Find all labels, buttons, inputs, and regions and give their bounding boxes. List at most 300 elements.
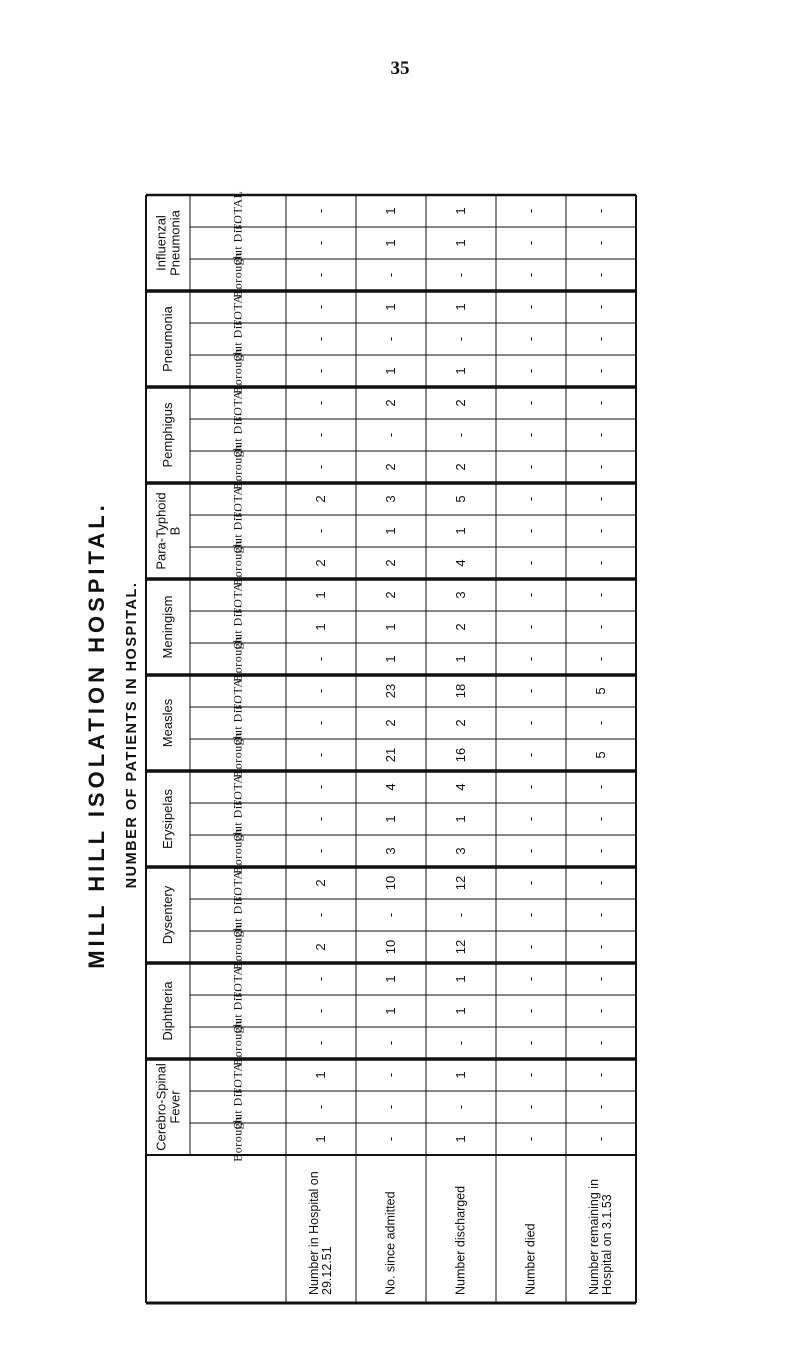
value-cell: 1 [453, 815, 469, 823]
value-cell: 1 [313, 1071, 329, 1079]
value-cell-cell [496, 259, 566, 291]
disease-name: Dysentery [160, 885, 176, 945]
value-cell-cell [496, 867, 566, 899]
value-cell-cell [496, 995, 566, 1027]
value-cell: - [313, 400, 329, 406]
value-cell-cell [356, 419, 426, 451]
value-cell-cell [356, 675, 426, 707]
value-cell: - [313, 848, 329, 854]
value-cell-cell [566, 643, 636, 675]
value-cell: - [523, 400, 539, 406]
value-cell-cell [426, 419, 496, 451]
row-label: Borough [230, 1020, 245, 1066]
value-cell: - [593, 1104, 609, 1110]
value-cell-cell [496, 707, 566, 739]
value-cell-cell [426, 1059, 496, 1091]
value-cell: 1 [313, 623, 329, 631]
value-cell-cell [426, 963, 496, 995]
value-cell-cell [286, 195, 356, 227]
value-cell: 3 [453, 847, 469, 855]
disease-name: Cerebro-Spinal Fever [153, 1063, 182, 1151]
disease-name: Diphtheria [160, 981, 176, 1041]
column-header: Number remaining in Hospital on 3.1.53 [586, 1178, 614, 1295]
value-cell-cell [286, 675, 356, 707]
value-cell: 1 [383, 815, 399, 823]
value-cell: 1 [453, 1135, 469, 1143]
value-cell: - [313, 656, 329, 662]
value-cell-cell [286, 547, 356, 579]
value-cell-cell [566, 387, 636, 419]
value-cell: - [523, 432, 539, 438]
value-cell: - [523, 336, 539, 342]
value-cell: 18 [453, 683, 469, 699]
value-cell-cell [286, 355, 356, 387]
value-cell: - [593, 560, 609, 566]
value-cell: - [523, 752, 539, 758]
value-cell: 1 [453, 1071, 469, 1079]
value-cell-cell [566, 259, 636, 291]
value-cell: 23 [383, 683, 399, 699]
value-cell-cell [566, 483, 636, 515]
value-cell: 5 [593, 687, 609, 695]
value-cell: 2 [313, 943, 329, 951]
value-cell: - [523, 1104, 539, 1110]
column-header-cell [566, 1155, 636, 1303]
value-cell: 2 [383, 591, 399, 599]
row-label: TOTAL [230, 190, 245, 232]
value-cell-cell [496, 323, 566, 355]
value-cell: 4 [453, 783, 469, 791]
value-cell-cell [356, 643, 426, 675]
value-cell-cell [286, 867, 356, 899]
value-cell: - [313, 720, 329, 726]
value-cell: - [593, 1072, 609, 1078]
value-cell-cell [356, 387, 426, 419]
value-cell: 10 [383, 939, 399, 955]
value-cell-cell [426, 387, 496, 419]
column-header: Number died [523, 1223, 538, 1295]
value-cell-cell [426, 1027, 496, 1059]
value-cell-cell [426, 291, 496, 323]
value-cell: 2 [313, 879, 329, 887]
value-cell-cell [426, 259, 496, 291]
value-cell: - [593, 336, 609, 342]
value-cell-cell [356, 771, 426, 803]
value-cell-cell [356, 547, 426, 579]
value-cell: - [593, 1136, 609, 1142]
value-cell: 1 [313, 1135, 329, 1143]
value-cell-cell [286, 419, 356, 451]
value-cell-cell [566, 355, 636, 387]
patients-table [146, 190, 636, 1295]
value-cell-cell [566, 195, 636, 227]
value-cell: - [313, 464, 329, 470]
value-cell-cell [356, 451, 426, 483]
value-cell-cell [286, 995, 356, 1027]
value-cell: - [313, 1008, 329, 1014]
value-cell: - [523, 1008, 539, 1014]
value-cell-cell [566, 1123, 636, 1155]
row-label: TOTAL [230, 478, 245, 520]
value-cell: - [453, 432, 469, 438]
row-label: Borough [230, 540, 245, 586]
row-label: Out Dis. [230, 508, 245, 554]
value-cell-cell [356, 931, 426, 963]
value-cell-cell [496, 803, 566, 835]
value-cell: - [523, 240, 539, 246]
row-label: Borough [230, 1116, 245, 1162]
value-cell-cell [426, 707, 496, 739]
value-cell: - [593, 976, 609, 982]
disease-name-cell [146, 483, 190, 579]
value-cell: - [593, 304, 609, 310]
value-cell: - [453, 336, 469, 342]
value-cell: 1 [453, 239, 469, 247]
value-cell: - [593, 816, 609, 822]
disease-name: Erysipelas [160, 789, 176, 849]
value-cell-cell [566, 931, 636, 963]
value-cell-cell [356, 1091, 426, 1123]
value-cell-cell [356, 227, 426, 259]
value-cell: 3 [453, 591, 469, 599]
disease-name-cell [146, 963, 190, 1059]
value-cell: - [593, 1040, 609, 1046]
value-cell-cell [496, 451, 566, 483]
value-cell-cell [496, 643, 566, 675]
value-cell: - [593, 720, 609, 726]
value-cell: - [593, 1008, 609, 1014]
value-cell: - [383, 1040, 399, 1046]
disease-name-cell [146, 579, 190, 675]
value-cell-cell [356, 803, 426, 835]
row-label: TOTAL [230, 574, 245, 616]
value-cell: 2 [383, 399, 399, 407]
value-cell: - [453, 272, 469, 278]
value-cell-cell [286, 515, 356, 547]
value-cell: - [523, 272, 539, 278]
row-label: TOTAL [230, 862, 245, 904]
value-cell-cell [496, 931, 566, 963]
value-cell-cell [426, 323, 496, 355]
value-cell-cell [356, 867, 426, 899]
value-cell-cell [496, 291, 566, 323]
value-cell-cell [566, 995, 636, 1027]
disease-name-cell [146, 771, 190, 867]
value-cell: - [313, 688, 329, 694]
value-cell-cell [496, 739, 566, 771]
value-cell-cell [356, 579, 426, 611]
row-label: TOTAL [230, 766, 245, 808]
value-cell-cell [356, 899, 426, 931]
value-cell: 1 [453, 655, 469, 663]
value-cell: - [313, 752, 329, 758]
value-cell-cell [286, 1123, 356, 1155]
value-cell-cell [566, 835, 636, 867]
value-cell-cell [426, 1123, 496, 1155]
value-cell-cell [426, 515, 496, 547]
row-label: TOTAL [230, 958, 245, 1000]
row-label: TOTAL [230, 382, 245, 424]
value-cell-cell [566, 1091, 636, 1123]
value-cell-cell [356, 515, 426, 547]
value-cell: - [593, 464, 609, 470]
value-cell-cell [426, 1091, 496, 1123]
value-cell-cell [356, 291, 426, 323]
value-cell: - [523, 496, 539, 502]
value-cell: - [383, 336, 399, 342]
value-cell-cell [566, 739, 636, 771]
page-title: MILL HILL ISOLATION HOSPITAL. [84, 501, 109, 969]
value-cell-cell [566, 419, 636, 451]
row-label: Out Dis. [230, 700, 245, 746]
disease-name: Pemphigus [160, 402, 176, 468]
row-label: Out Dis. [230, 1084, 245, 1130]
value-cell: 1 [383, 623, 399, 631]
value-cell-cell [356, 1123, 426, 1155]
value-cell: - [523, 784, 539, 790]
value-cell-cell [426, 547, 496, 579]
value-cell: - [383, 1104, 399, 1110]
value-cell: - [523, 560, 539, 566]
value-cell-cell [286, 259, 356, 291]
value-cell-cell [286, 931, 356, 963]
disease-name-cell [146, 1059, 190, 1155]
value-cell: 10 [383, 875, 399, 891]
value-cell-cell [286, 611, 356, 643]
value-cell: 1 [453, 975, 469, 983]
value-cell-cell [286, 899, 356, 931]
value-cell: 1 [383, 527, 399, 535]
disease-name: Meningism [160, 595, 176, 659]
value-cell-cell [566, 515, 636, 547]
value-cell: - [523, 944, 539, 950]
value-cell-cell [356, 835, 426, 867]
disease-name-cell [146, 195, 190, 291]
value-cell: 21 [383, 747, 399, 763]
value-cell: - [523, 592, 539, 598]
column-header: Number discharged [453, 1185, 468, 1295]
value-cell-cell [496, 579, 566, 611]
row-label: TOTAL [230, 286, 245, 328]
value-cell-cell [496, 355, 566, 387]
value-cell-cell [426, 483, 496, 515]
row-label: TOTAL [230, 670, 245, 712]
column-header-cell [356, 1155, 426, 1303]
value-cell-cell [356, 739, 426, 771]
value-cell-cell [426, 451, 496, 483]
value-cell-cell [356, 195, 426, 227]
value-cell-cell [566, 803, 636, 835]
value-cell: 1 [383, 303, 399, 311]
row-label: Borough [230, 732, 245, 778]
value-cell-cell [426, 355, 496, 387]
value-cell-cell [356, 963, 426, 995]
value-cell: - [523, 1072, 539, 1078]
value-cell-cell [496, 1123, 566, 1155]
value-cell-cell [426, 835, 496, 867]
value-cell-cell [426, 803, 496, 835]
value-cell: - [593, 208, 609, 214]
value-cell-cell [356, 323, 426, 355]
value-cell: - [523, 304, 539, 310]
value-cell-cell [356, 995, 426, 1027]
value-cell: - [593, 848, 609, 854]
value-cell: - [453, 1104, 469, 1110]
value-cell-cell [286, 739, 356, 771]
value-cell-cell [566, 227, 636, 259]
value-cell: - [313, 336, 329, 342]
value-cell: 3 [383, 847, 399, 855]
row-label: Borough [230, 348, 245, 394]
value-cell: 2 [383, 463, 399, 471]
value-cell-cell [356, 1059, 426, 1091]
value-cell-cell [566, 451, 636, 483]
value-cell-cell [566, 771, 636, 803]
value-cell: - [593, 592, 609, 598]
page-subtitle: NUMBER OF PATIENTS IN HOSPITAL. [124, 581, 140, 889]
value-cell: 1 [453, 1007, 469, 1015]
value-cell: - [313, 368, 329, 374]
value-cell-cell [426, 611, 496, 643]
row-label: Out Dis. [230, 316, 245, 362]
value-cell: 1 [383, 207, 399, 215]
value-cell: 2 [383, 559, 399, 567]
value-cell: - [593, 528, 609, 534]
value-cell: - [523, 720, 539, 726]
value-cell: - [313, 432, 329, 438]
value-cell: 1 [383, 239, 399, 247]
value-cell-cell [566, 899, 636, 931]
value-cell-cell [566, 963, 636, 995]
value-cell: - [593, 656, 609, 662]
value-cell: - [383, 1136, 399, 1142]
value-cell-cell [286, 963, 356, 995]
value-cell-cell [566, 547, 636, 579]
value-cell: - [313, 304, 329, 310]
value-cell-cell [286, 643, 356, 675]
value-cell-cell [496, 835, 566, 867]
value-cell: - [313, 816, 329, 822]
value-cell: 4 [383, 783, 399, 791]
value-cell: 1 [453, 367, 469, 375]
value-cell-cell [356, 483, 426, 515]
value-cell-cell [426, 931, 496, 963]
value-cell-cell [496, 611, 566, 643]
value-cell-cell [496, 419, 566, 451]
value-cell: 2 [383, 719, 399, 727]
column-header-cell [426, 1155, 496, 1303]
value-cell-cell [566, 1059, 636, 1091]
value-cell: 2 [453, 623, 469, 631]
row-label: Out Dis. [230, 796, 245, 842]
value-cell-cell [496, 963, 566, 995]
disease-name-cell [146, 867, 190, 963]
column-header: No. since admitted [383, 1191, 398, 1295]
value-cell: - [593, 240, 609, 246]
value-cell: - [593, 272, 609, 278]
value-cell-cell [496, 675, 566, 707]
value-cell: - [453, 912, 469, 918]
value-cell-cell [286, 1027, 356, 1059]
value-cell: 1 [453, 527, 469, 535]
value-cell-cell [356, 259, 426, 291]
value-cell: - [593, 944, 609, 950]
value-cell-cell [286, 835, 356, 867]
value-cell-cell [566, 611, 636, 643]
value-cell-cell [496, 515, 566, 547]
value-cell-cell [496, 899, 566, 931]
value-cell-cell [426, 579, 496, 611]
row-label: Borough [230, 828, 245, 874]
value-cell-cell [496, 195, 566, 227]
value-cell-cell [426, 995, 496, 1027]
value-cell: - [313, 1040, 329, 1046]
value-cell-cell [426, 643, 496, 675]
row-label: TOTAL [230, 1054, 245, 1096]
value-cell: - [523, 688, 539, 694]
disease-name: Para-Typhoid B [153, 492, 182, 570]
row-label: Borough [230, 444, 245, 490]
value-cell-cell [566, 867, 636, 899]
value-cell-cell [286, 803, 356, 835]
value-cell-cell [356, 611, 426, 643]
value-cell: - [453, 1040, 469, 1046]
value-cell-cell [566, 579, 636, 611]
disease-name: Influenzal Pneumonia [153, 210, 182, 276]
value-cell: 2 [313, 495, 329, 503]
value-cell-cell [286, 291, 356, 323]
disease-name-cell [146, 291, 190, 387]
value-cell-cell [426, 227, 496, 259]
value-cell-cell [566, 707, 636, 739]
value-cell: - [313, 240, 329, 246]
value-cell-cell [286, 323, 356, 355]
value-cell-cell [496, 1027, 566, 1059]
value-cell-cell [426, 867, 496, 899]
value-cell: - [523, 464, 539, 470]
value-cell-cell [286, 227, 356, 259]
value-cell-cell [356, 1027, 426, 1059]
value-cell: 1 [383, 655, 399, 663]
row-label: Borough [230, 636, 245, 682]
value-cell: - [383, 1072, 399, 1078]
disease-name: Pneumonia [160, 306, 176, 372]
value-cell: - [313, 784, 329, 790]
value-cell: - [593, 624, 609, 630]
value-cell: 1 [453, 207, 469, 215]
value-cell: - [313, 208, 329, 214]
column-header-cell [286, 1155, 356, 1303]
value-cell: 3 [383, 495, 399, 503]
row-label: Out Dis. [230, 892, 245, 938]
disease-name: Measles [160, 698, 176, 748]
value-cell-cell [496, 771, 566, 803]
value-cell: 5 [593, 751, 609, 759]
value-cell-cell [286, 1091, 356, 1123]
row-label: Out Dis. [230, 412, 245, 458]
value-cell-cell [426, 899, 496, 931]
value-cell: - [383, 912, 399, 918]
value-cell: - [523, 1040, 539, 1046]
value-cell-cell [426, 739, 496, 771]
value-cell: - [593, 432, 609, 438]
value-cell: 2 [313, 559, 329, 567]
value-cell: 2 [453, 719, 469, 727]
value-cell-cell [496, 1059, 566, 1091]
value-cell: 2 [453, 399, 469, 407]
value-cell: - [383, 272, 399, 278]
value-cell-cell [496, 483, 566, 515]
